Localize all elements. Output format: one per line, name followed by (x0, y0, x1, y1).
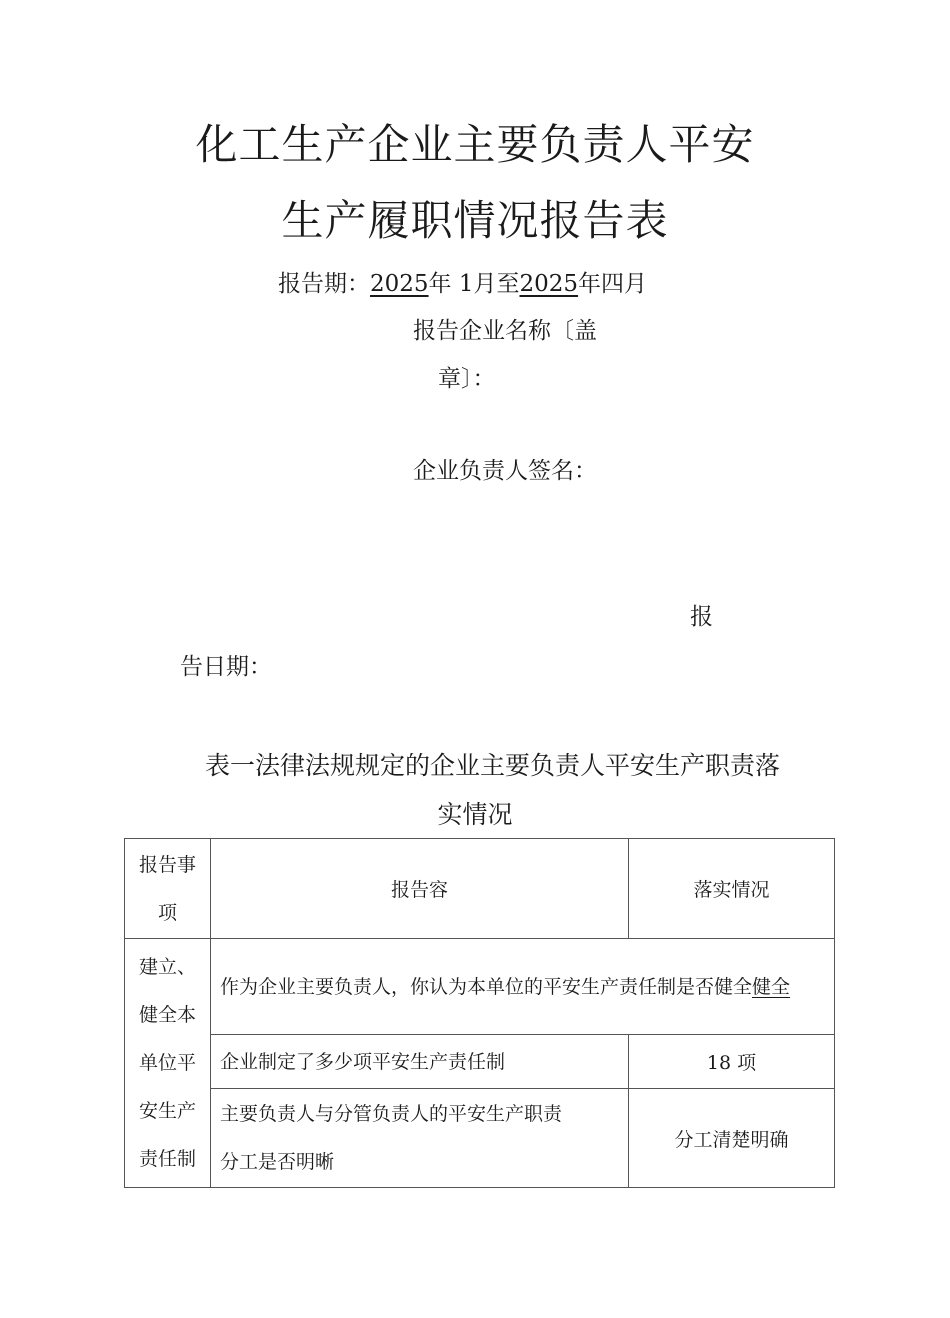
company-name-label-line2: 章〕： (438, 366, 496, 392)
table-row (125, 939, 835, 1035)
table-header-row (125, 839, 835, 939)
table-caption-line1: 表一法律法规规定的企业主要负责人平安生产职责落 (204, 751, 780, 780)
row1-cell (211, 939, 835, 1035)
table-caption-line2: 实情况 (437, 800, 513, 829)
table-row (125, 1035, 835, 1089)
row2-answer: 18 项 (629, 1035, 835, 1089)
duty-report-table (124, 838, 835, 1188)
report-period-year-start: 2025 (370, 271, 429, 297)
report-period-mid2: 年四月 (578, 271, 648, 297)
document-title-line1: 化工生产企业主要负责人平安 (195, 120, 755, 169)
row1-answer: 健全 (752, 975, 791, 998)
report-date-label-line1: 报 (690, 604, 713, 630)
report-date-label-line2: 告日期： (180, 654, 272, 680)
header-content: 报告容 (211, 839, 629, 939)
row3-question: 主要负责人与分管负责人的平安生产职责分工是否明晰 (211, 1089, 629, 1188)
company-name-label-line1: 报告企业名称〔盖 (413, 318, 597, 344)
report-period (278, 265, 647, 298)
section-label: 建立、健全本单位平安生产责任制 (125, 939, 211, 1188)
header-status: 落实情况 (629, 839, 835, 939)
row1-question: 作为企业主要负责人，你认为本单位的平安生产责任制是否健全 (220, 975, 753, 998)
row2-question: 企业制定了多少项平安生产责任制 (211, 1035, 629, 1089)
document-title-line2: 生产履职情况报告表 (281, 196, 669, 245)
row3-answer: 分工清楚明确 (629, 1089, 835, 1188)
header-item: 报告事项 (125, 839, 211, 939)
table-row (125, 1089, 835, 1188)
signature-label: 企业负责人签名： (413, 458, 597, 484)
report-period-mid1: 年 1月至 (428, 271, 520, 297)
report-period-label: 报告期： (278, 271, 370, 297)
report-period-year-end: 2025 (519, 271, 579, 297)
